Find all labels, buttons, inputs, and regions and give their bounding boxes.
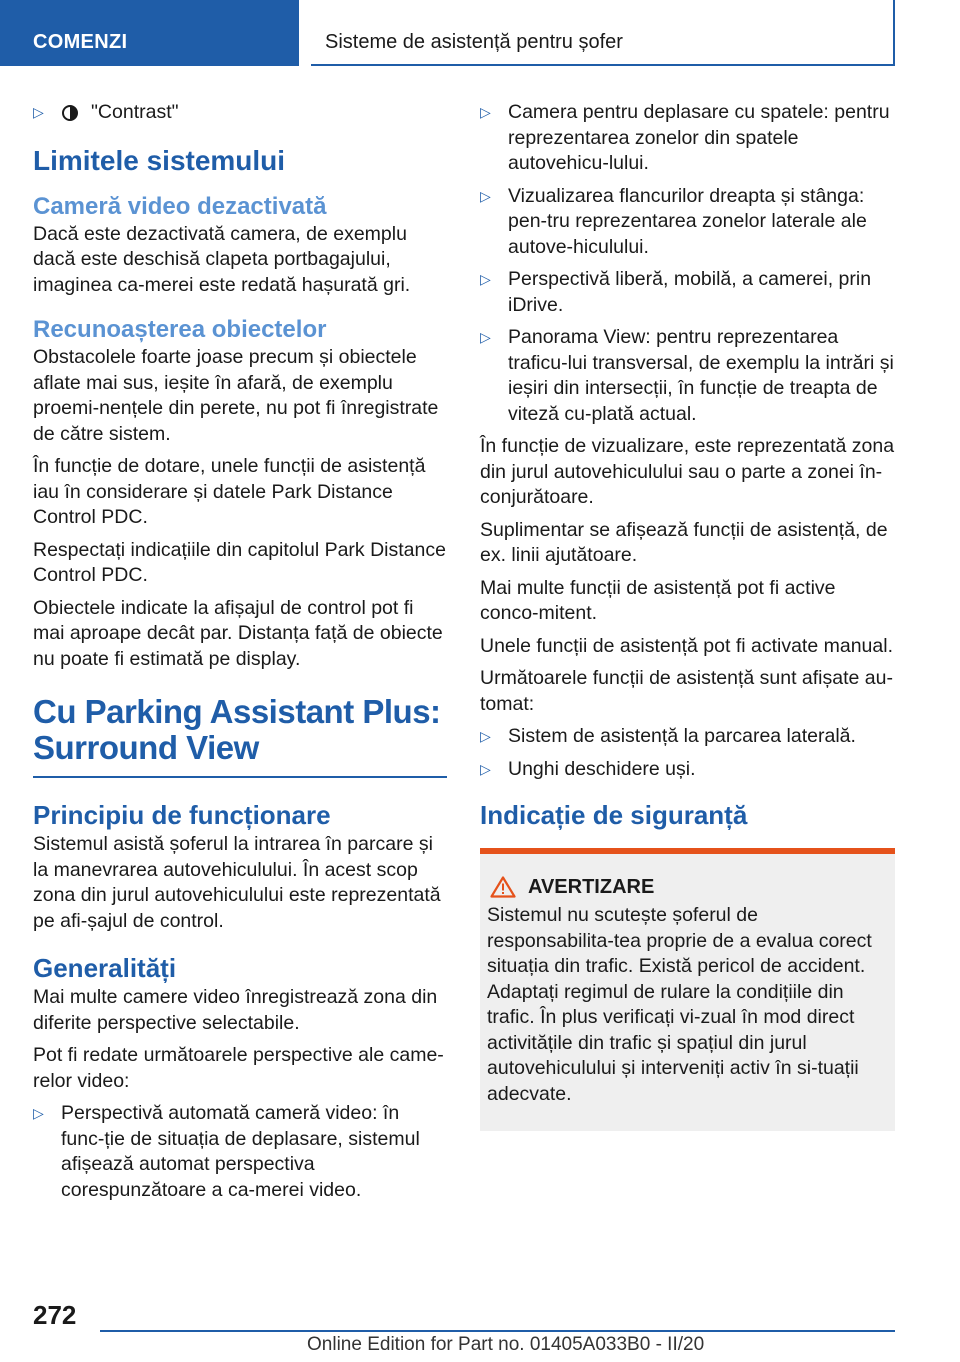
list-item	[480, 100, 895, 177]
list-item-text: "Contrast"	[91, 101, 179, 123]
heading-object-recognition: Recunoașterea obiectelor	[33, 316, 327, 343]
paragraph: În funcție de dotare, unele funcții de asistență iau în considerare și datele Park Distance Control PDC.	[33, 455, 426, 528]
right-column	[480, 100, 895, 1131]
paragraph: În funcție de vizualizare, este reprezentată zona din jurul autovehiculului sau o parte a zonei în-conjurătoare.	[480, 435, 895, 508]
list-item-text: Sistem de asistență la parcarea laterală.	[508, 725, 856, 747]
paragraph: Respectați indicațiile din capitolul Park Distance Control PDC.	[33, 538, 446, 586]
list-item	[33, 1101, 447, 1203]
paragraph: Sistemul asistă șoferul la intrarea în parcare și la manevrarea autovehiculului. În acest scop zona din jurul autovehiculului este reprezentată pe afi-șajul de control.	[33, 833, 441, 932]
paragraph: Obstacolele foarte joase precum și obiectele aflate mai sus, ieșite în afară, de exemplu proemi-nențele din perete, nu pot fi înregistrate de către sistem.	[33, 346, 439, 445]
list-item	[480, 184, 895, 261]
heading-safety: Indicație de siguranță	[480, 800, 748, 830]
paragraph: Obiectele indicate la afișajul de control pot fi mai aproape decât par. Distanța față de obiecte nu poate fi estimată pe display.	[33, 596, 443, 670]
section-tab: COMENZI	[0, 0, 299, 66]
paragraph: Mai multe camere video înregistrează zona din diferite perspective selectabile.	[33, 986, 438, 1034]
list-item-text: Unghi deschidere uși.	[508, 757, 696, 780]
perspective-list	[33, 1101, 447, 1203]
footer-divider	[100, 1330, 895, 1332]
contrast-list	[33, 100, 447, 126]
warning-title	[487, 874, 885, 900]
warning-box	[480, 848, 895, 1131]
list-item	[480, 325, 895, 427]
edition-note: Online Edition for Part no. 01405A033B0 - II/20	[307, 1334, 705, 1355]
warning-text: Sistemul nu scutește șoferul de responsabilita-tea proprie de a evalua corect situația din trafic. Există pericol de accident. Adaptați regimul de rulare la condițiile din trafic. În plus verificați vi-zual în mod direct activitățile din trafic și spațiul din jurul autovehiculului și interveniți activ în si-tuații adecvate.	[487, 904, 872, 1105]
heading-limits: Limitele sistemului	[33, 144, 286, 176]
paragraph: Unele funcții de asistență pot fi activate manual.	[480, 634, 893, 657]
triangle-bullet-icon: ▷	[480, 104, 491, 120]
triangle-bullet-icon: ▷	[480, 760, 491, 777]
heading-general: Generalități	[33, 953, 177, 983]
triangle-bullet-icon: ▷	[480, 728, 491, 744]
triangle-bullet-icon: ▷	[480, 271, 491, 287]
contrast-icon	[62, 105, 78, 121]
paragraph: Suplimentar se afișează funcții de asistență, de ex. linii ajutătoare.	[480, 518, 888, 566]
paragraph: Dacă este dezactivată camera, de exemplu dacă este deschisă clapeta portbagajului, imaginea ca-merei este redată hașurată gri.	[33, 222, 411, 296]
list-item-text: Camera pentru deplasare cu spatele: pentru reprezentarea zonelor din spatele autovehicu-lului.	[508, 101, 890, 174]
heading-parking-assistant: Cu Parking Assistant Plus: Surround View	[33, 693, 441, 766]
paragraph: Mai multe funcții de asistență pot fi active conco-mitent.	[480, 576, 836, 624]
list-item-text: Perspectivă automată cameră video: în func-ție de situația de deplasare, sistemul afișează automat perspectiva corespunzătoare a ca-merei video.	[61, 1102, 420, 1201]
paragraph: Următoarele funcții de asistență sunt afișate au-tomat:	[480, 667, 893, 715]
warning-label: AVERTIZARE	[528, 876, 655, 898]
triangle-bullet-icon: ▷	[480, 329, 491, 345]
auto-functions-list	[480, 724, 895, 782]
list-item-text: Panorama View: pentru reprezentarea traficu-lui transversal, de exemplu la intrări și ieșiri din intersecții, în funcție de treapta de viteză cu-plată actual.	[508, 326, 894, 425]
page-number: 272	[33, 1300, 77, 1330]
list-item	[33, 100, 447, 126]
paragraph: Pot fi redate următoarele perspective ale came-relor video:	[33, 1044, 444, 1092]
triangle-bullet-icon: ▷	[33, 1105, 44, 1121]
list-item	[480, 724, 895, 750]
list-item	[480, 267, 895, 318]
heading-camera-off: Cameră video dezactivată	[33, 192, 327, 220]
triangle-bullet-icon: ▷	[33, 104, 44, 120]
chapter-title: Sisteme de asistență pentru șofer	[311, 0, 895, 66]
left-column	[33, 100, 447, 1210]
warning-triangle-icon	[490, 876, 516, 898]
section-divider	[33, 776, 447, 778]
list-item-text: Perspectivă liberă, mobilă, a camerei, prin iDrive.	[508, 268, 872, 316]
list-item	[480, 757, 895, 783]
page-header	[0, 0, 960, 66]
triangle-bullet-icon: ▷	[480, 187, 491, 204]
list-item-text: Vizualizarea flancurilor dreapta și stânga: pen-tru reprezentarea zonelor laterale ale autove-hiculului.	[508, 184, 867, 258]
heading-principle: Principiu de funcționare	[33, 800, 331, 830]
perspective-list-continued	[480, 100, 895, 427]
